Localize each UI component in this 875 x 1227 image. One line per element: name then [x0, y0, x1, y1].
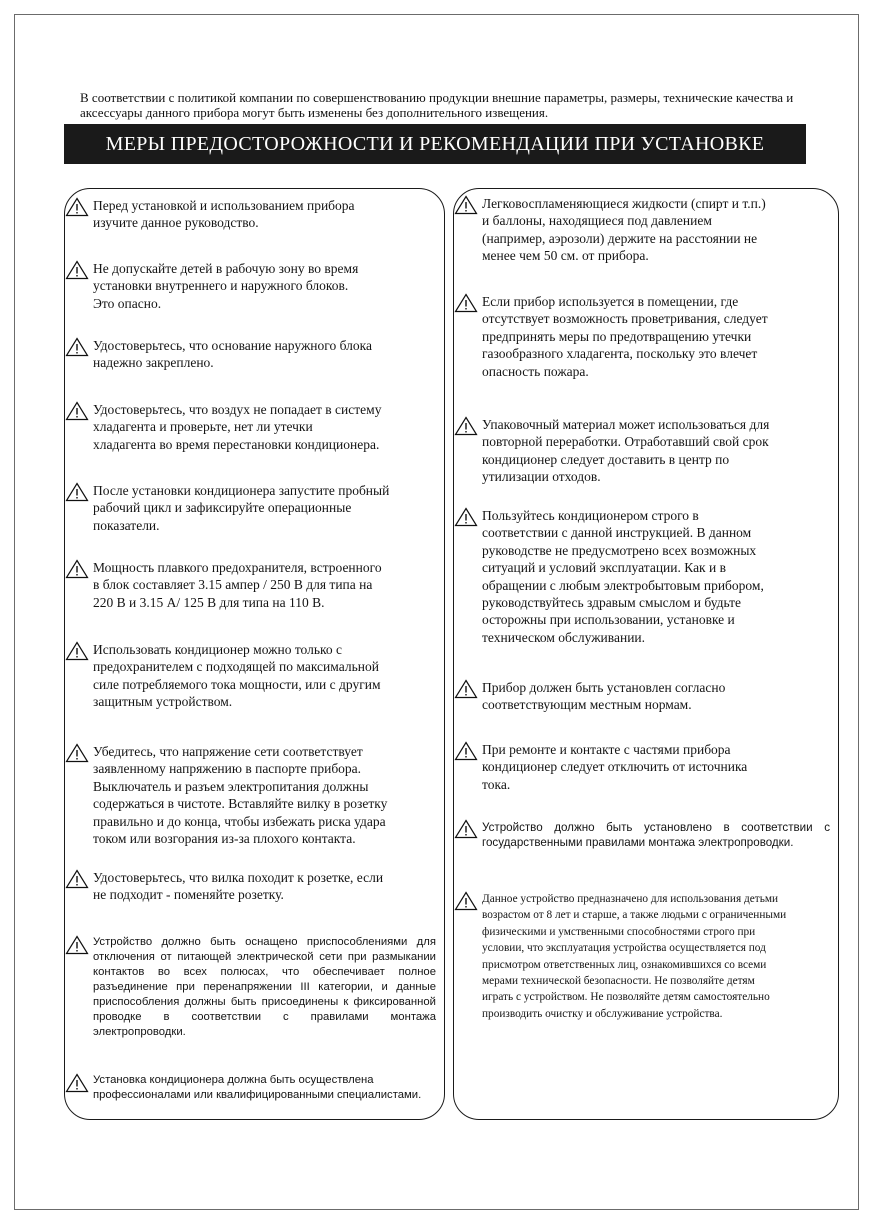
warning-triangle-icon	[65, 869, 91, 891]
warning-triangle-icon	[65, 260, 91, 282]
precaution-item	[454, 293, 830, 380]
precaution-text: Устройство должно быть установлено в соответствии с государственными правилами монтажа электропроводки.	[482, 821, 830, 849]
precaution-item	[454, 507, 830, 646]
warning-triangle-icon	[65, 482, 91, 504]
precaution-item	[65, 1073, 436, 1103]
precaution-item	[65, 260, 436, 312]
precaution-text: Пользуйтесь кондиционером строго в соответствии с данной инструкцией. В данном руководстве не предусмотрено всех возможных ситуаций и условий эксплуатации. Как и в обращении с любым электробытовым прибором, руководствуйтесь здравым смыслом и будьте осторожны при использовании, установке и техническом обслуживании.	[482, 508, 764, 645]
precaution-text: Перед установкой и использованием прибора изучите данное руководство.	[93, 198, 355, 231]
right-precautions-panel	[453, 188, 839, 1120]
precaution-item	[65, 869, 436, 904]
warning-triangle-icon	[65, 935, 91, 957]
precaution-item	[454, 819, 830, 850]
precaution-text: Легковоспламеняющиеся жидкости (спирт и т.п.) и баллоны, находящиеся под давлением (например, аэрозоли) держите на расстоянии не менее чем 50 см. от прибора.	[482, 196, 766, 264]
precaution-item	[454, 416, 830, 486]
precaution-text: Убедитесь, что напряжение сети соответствует заявленному напряжению в паспорте прибора. Выключатель и разъем электропитания должны содержаться в чистоте. Вставляйте вилку в розетку правильно и до конца, чтобы избежать риска удара током или возгорания из-за плохого контакта.	[93, 744, 388, 847]
section-title-text: МЕРЫ ПРЕДОСТОРОЖНОСТИ И РЕКОМЕНДАЦИИ ПРИ УСТАНОВКЕ	[105, 132, 765, 155]
precaution-text: Мощность плавкого предохранителя, встроенного в блок составляет 3.15 ампер / 250 В для типа на 220 В и 3.15 А/ 125 В для типа на 110 В.	[93, 560, 382, 610]
precaution-item	[65, 641, 436, 711]
intro-notice: В соответствии с политикой компании по совершенствованию продукции внешние параметры, размеры, технические качества и аксессуары данного прибора могут быть изменены без дополнительного извещения.	[80, 90, 794, 120]
precaution-text: Удостоверьтесь, что вилка походит к розетке, если не подходит - поменяйте розетку.	[93, 870, 384, 903]
warning-triangle-icon	[65, 1073, 91, 1095]
precaution-item	[454, 195, 830, 265]
precaution-text: Если прибор используется в помещении, где отсутствует возможность проветривания, следует предпринять меры по предотвращению утечки газообразного хладагента, поскольку это влечет опасность пожара.	[482, 294, 768, 379]
precaution-item	[65, 337, 436, 372]
precaution-item	[454, 891, 830, 1022]
left-precautions-panel	[64, 188, 445, 1120]
warning-triangle-icon	[65, 559, 91, 581]
precaution-item	[65, 482, 436, 534]
warning-triangle-icon	[454, 195, 480, 217]
precaution-text: Удостоверьтесь, что воздух не попадает в систему хладагента и проверьте, нет ли утечки хладагента во время перестановки кондиционера.	[93, 402, 382, 452]
precaution-text: Упаковочный материал может использоваться для повторной переработки. Отработавший свой срок кондиционер следует доставить в центр по утилизации отходов.	[482, 417, 770, 485]
precaution-item	[454, 741, 830, 793]
warning-triangle-icon	[65, 743, 91, 765]
warning-triangle-icon	[65, 641, 91, 663]
precaution-item	[454, 679, 830, 714]
warning-triangle-icon	[454, 741, 480, 763]
precaution-text: Прибор должен быть установлен согласно соответствующим местным нормам.	[482, 680, 726, 713]
precaution-text: Не допускайте детей в рабочую зону во время установки внутреннего и наружного блоков. Это опасно.	[93, 261, 359, 311]
precaution-text: При ремонте и контакте с частями прибора кондиционер следует отключить от источника тока.	[482, 742, 748, 792]
precaution-text: Установка кондиционера должна быть осуществлена профессионалами или квалифицированными специалистами.	[93, 1074, 422, 1101]
warning-triangle-icon	[454, 416, 480, 438]
precaution-text: После установки кондиционера запустите пробный рабочий цикл и зафиксируйте операционные показатели.	[93, 483, 390, 533]
warning-triangle-icon	[65, 197, 91, 219]
warning-triangle-icon	[454, 293, 480, 315]
precaution-text: Удостоверьтесь, что основание наружного блока надежно закреплено.	[93, 338, 372, 371]
precaution-item	[65, 197, 436, 232]
warning-triangle-icon	[65, 337, 91, 359]
precaution-item	[65, 401, 436, 453]
precaution-item	[65, 743, 436, 847]
precaution-text: Данное устройство предназначено для использования детьми возрастом от 8 лет и старше, а также людьми с ограниченными физическими и умственными способностями строго при условии, что эксплуатация устройства осуществляется под присмотром ответственных лиц, ознакомившихся со всеми мерами технической безопасности. Не позволяйте детям играть с устройством. Не позволяйте детям самостоятельно производить очистку и обслуживание устройства.	[482, 893, 787, 1020]
warning-triangle-icon	[65, 401, 91, 423]
precaution-text: Использовать кондиционер можно только с предохранителем с подходящей по максимальной силе потребляемого тока мощности, или с другим защитным устройством.	[93, 642, 381, 710]
warning-triangle-icon	[454, 507, 480, 529]
precaution-item	[65, 559, 436, 611]
precaution-text: Устройство должно быть оснащено приспособлениями для отключения от питающей электрической сети при размыкании контактов во всех полюсах, что обеспечивает полное разъединение при перенапряжении III категории, и данные приспособления должны быть присоединены к фиксированной проводке в соответствии с правилами монтажа электропроводки.	[93, 936, 436, 1038]
section-title	[64, 124, 806, 164]
warning-triangle-icon	[454, 891, 480, 913]
warning-triangle-icon	[454, 679, 480, 701]
precaution-item	[65, 935, 436, 1040]
warning-triangle-icon	[454, 819, 480, 841]
